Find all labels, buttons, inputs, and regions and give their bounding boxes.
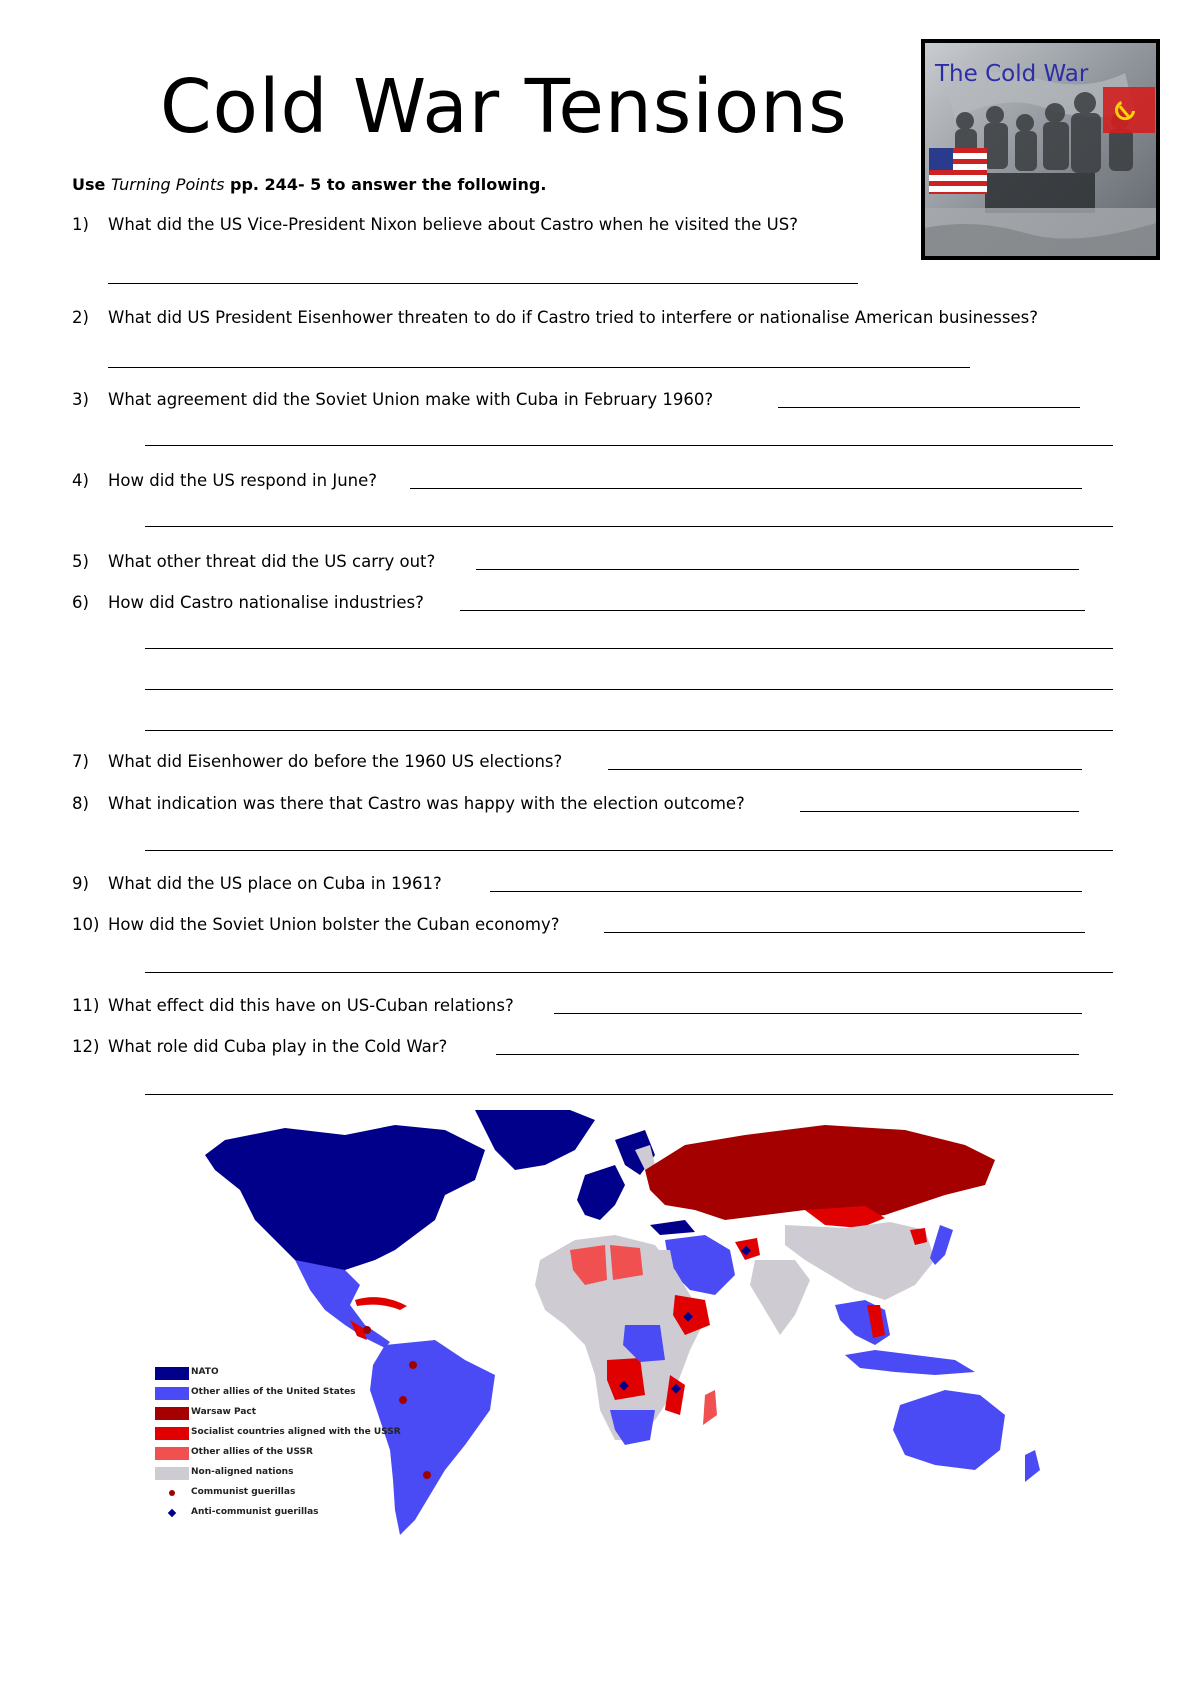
map-india [750,1260,810,1335]
legend-swatch [155,1447,189,1460]
map-japan [930,1225,953,1265]
answer-line-4b[interactable] [145,526,1113,527]
instructions-prefix: Use [72,175,111,194]
legend-swatch [155,1407,189,1420]
answer-line-10a[interactable] [604,932,1085,933]
question-number: 6) [72,593,89,612]
map-greenland [475,1110,595,1170]
question-text: What did the US Vice-President Nixon believe about Castro when he visited the US? [108,215,798,234]
cover-title: The Cold War [935,61,1089,87]
question-text: What did US President Eisenhower threaten to do if Castro tried to interfere or nationalise American businesses? [108,308,1038,327]
map-indonesia [845,1350,975,1375]
communist-guerilla-marker [399,1396,407,1404]
map-north-america [205,1125,485,1275]
map-angola [607,1358,645,1400]
question-text: What agreement did the Soviet Union make with Cuba in February 1960? [108,390,714,409]
question-number: 7) [72,752,89,771]
map-ussr [645,1125,995,1220]
question-text: How did the US respond in June? [108,471,378,490]
communist-guerilla-icon [169,1490,175,1496]
answer-line-6b[interactable] [145,648,1113,649]
legend-label: Warsaw Pact [191,1407,257,1417]
legend-label: Socialist countries aligned with the USSR [191,1427,401,1437]
answer-line-11[interactable] [554,1013,1082,1014]
answer-line-6a[interactable] [460,610,1085,611]
answer-line-1[interactable] [108,283,858,284]
question-text: How did Castro nationalise industries? [108,593,424,612]
question-text: What other threat did the US carry out? [108,552,436,571]
question-text: What indication was there that Castro was happy with the election outcome? [108,794,745,813]
communist-guerilla-marker [409,1361,417,1369]
legend-swatch [155,1387,189,1400]
legend-label: Other allies of the United States [191,1387,356,1397]
question-number: 4) [72,471,89,490]
question-number: 12) [72,1037,100,1056]
legend-label: Other allies of the USSR [191,1447,313,1457]
answer-line-8a[interactable] [800,811,1079,812]
instructions-suffix: pp. 244- 5 to answer the following. [224,175,547,194]
question-number: 11) [72,996,100,1015]
question-text: What effect did this have on US-Cuban relations? [108,996,514,1015]
cold-war-cover-image [921,39,1160,260]
legend-label: Communist guerillas [191,1487,296,1497]
answer-line-8b[interactable] [145,850,1113,851]
map-libya [610,1245,643,1280]
legend-label: Non-aligned nations [191,1467,294,1477]
map-western-europe [577,1165,625,1220]
answer-line-7[interactable] [608,769,1082,770]
answer-line-9[interactable] [490,891,1082,892]
communist-guerilla-marker [423,1471,431,1479]
map-new-zealand [1025,1450,1040,1482]
map-egypt [643,1250,675,1275]
legend-swatch [155,1427,189,1440]
legend-label: Anti-communist guerillas [191,1507,319,1517]
answer-line-12b[interactable] [145,1094,1113,1095]
answer-line-2[interactable] [108,367,970,368]
legend-swatch [155,1467,189,1480]
question-number: 8) [72,794,89,813]
textbook-title: Turning Points [110,175,225,194]
answer-line-12a[interactable] [496,1054,1079,1055]
question-number: 2) [72,308,89,327]
question-number: 5) [72,552,89,571]
answer-line-5[interactable] [476,569,1079,570]
answer-line-3b[interactable] [145,445,1113,446]
question-text: What did Eisenhower do before the 1960 US elections? [108,752,563,771]
map-south-america [370,1340,495,1535]
answer-line-6c[interactable] [145,689,1113,690]
map-cuba [355,1297,407,1310]
question-text: What role did Cuba play in the Cold War? [108,1037,448,1056]
question-number: 1) [72,215,89,234]
map-australia [893,1390,1005,1470]
question-number: 10) [72,915,100,934]
legend-label: NATO [191,1367,219,1377]
answer-line-4a[interactable] [410,488,1082,489]
answer-line-10b[interactable] [145,972,1113,973]
communist-guerilla-marker [363,1326,371,1334]
legend-swatch [155,1367,189,1380]
instructions [72,175,546,194]
map-turkey [650,1220,695,1235]
question-number: 9) [72,874,89,893]
answer-line-6d[interactable] [145,730,1113,731]
page-title: Cold War Tensions [160,64,848,150]
question-text: How did the Soviet Union bolster the Cuban economy? [108,915,560,934]
question-number: 3) [72,390,89,409]
answer-line-3a[interactable] [778,407,1080,408]
question-text: What did the US place on Cuba in 1961? [108,874,442,893]
map-madagascar [703,1390,717,1425]
